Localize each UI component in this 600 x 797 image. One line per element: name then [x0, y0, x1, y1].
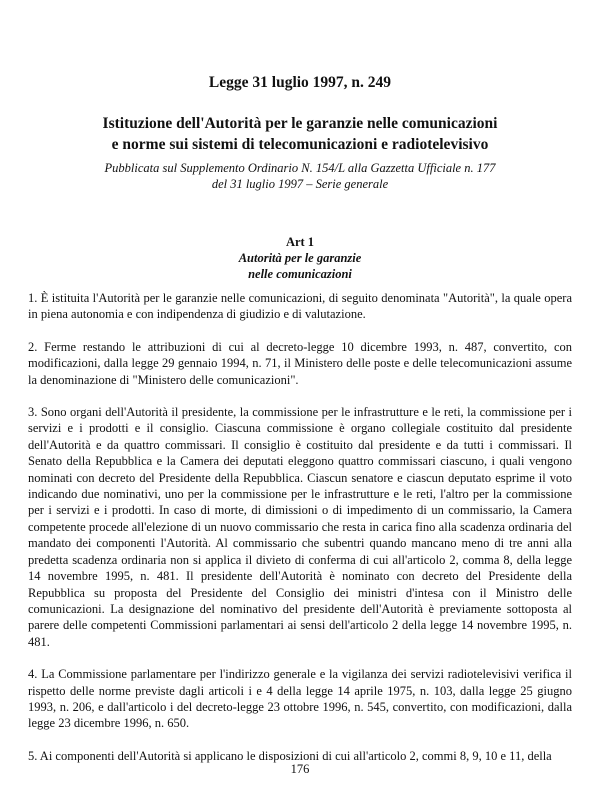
paragraph-2: 2. Ferme restando le attribuzioni di cui al decreto-legge 10 dicembre 1993, n. 487, convertito, con modificazioni, dalla legge 29 gennaio 1994, n. 71, il Ministero delle poste e delle telecomunicazioni assume la denominazione di "Ministero delle comunicazioni".	[28, 339, 572, 387]
article-title-line-1: Autorità per le garanzie	[238, 251, 362, 265]
article-heading	[0, 234, 600, 282]
subtitle-line-2: e norme sui sistemi di telecomunicazioni e radiotelevisivo	[111, 136, 489, 153]
article-body	[28, 290, 572, 780]
subtitle-line-1: Istituzione dell'Autorità per le garanzie nelle comunicazioni	[102, 115, 498, 132]
page-number: 176	[290, 762, 310, 776]
paragraph-5: 5. Ai componenti dell'Autorità si applicano le disposizioni di cui all'articolo 2, commi 8, 9, 10 e 11, della	[28, 748, 552, 763]
publication-line-2: del 31 luglio 1997 – Serie generale	[211, 177, 389, 191]
publication-line-1: Pubblicata sul Supplemento Ordinario N. 154/L alla Gazzetta Ufficiale n. 177	[104, 161, 496, 175]
paragraph-4: 4. La Commissione parlamentare per l'indirizzo generale e la vigilanza dei servizi radiotelevisivi verifica il rispetto delle norme previste dagli articoli i e 4 della legge 14 aprile 1975, n. 103, dalla legge 25 giugno 1993, n. 206, e dall'articolo i del decreto-legge 23 ottobre 1996, n. 545, convertito, con modificazioni, dalla legge 23 dicembre 1996, n. 650.	[28, 667, 572, 731]
paragraph-3: 3. Sono organi dell'Autorità il presidente, la commissione per le infrastrutture e le reti, la commissione per i servizi e i prodotti e il consiglio. Ciascuna commissione è organo collegiale costituito dal presidente dell'Autorità e da quattro commissari. Il consiglio è costituito dal presidente e da tutti i commissari. Il Senato della Repubblica e la Camera dei deputati eleggono quattro commissari ciascuno, i quali vengono nominati con decreto del Presidente della Repubblica. Ciascun senatore e ciascun deputato esprime il voto indicando due nominativi, uno per la commissione per le infrastrutture e le reti, l'altro per la commissione per i servizi e i prodotti. In caso di morte, di dimissioni o di impedimento di un commissario, la Camera competente procede all'elezione di un nuovo commissario che resta in carica fino alla scadenza ordinaria del mandato dei componenti l'Autorità. Al commissario che subentri quando mancano meno di tre anni alla predetta scadenza ordinaria non si applica il divieto di conferma di cui all'articolo 2, comma 8, della legge 14 novembre 1995, n. 481. Il presidente dell'Autorità è nominato con decreto del Presidente della Repubblica su proposta del Presidente del Consiglio dei ministri d'intesa con il Ministro delle comunicazioni. La designazione del nominativo del presidente dell'Autorità è previamente sottoposta al parere delle competenti Commissioni parlamentari ai sensi dell'articolo 2 della legge 14 novembre 1995, n. 481.	[28, 405, 572, 649]
article-title-line-2: nelle comunicazioni	[248, 267, 352, 281]
article-number: Art 1	[285, 235, 315, 249]
paragraph-1: 1. È istituita l'Autorità per le garanzie nelle comunicazioni, di seguito denominata "Autorità", la quale opera in piena autonomia e con indipendenza di giudizio e di valutazione.	[28, 291, 572, 322]
law-title: Legge 31 luglio 1997, n. 249	[208, 74, 392, 91]
publication-note	[0, 160, 600, 192]
law-subtitle	[0, 113, 600, 155]
